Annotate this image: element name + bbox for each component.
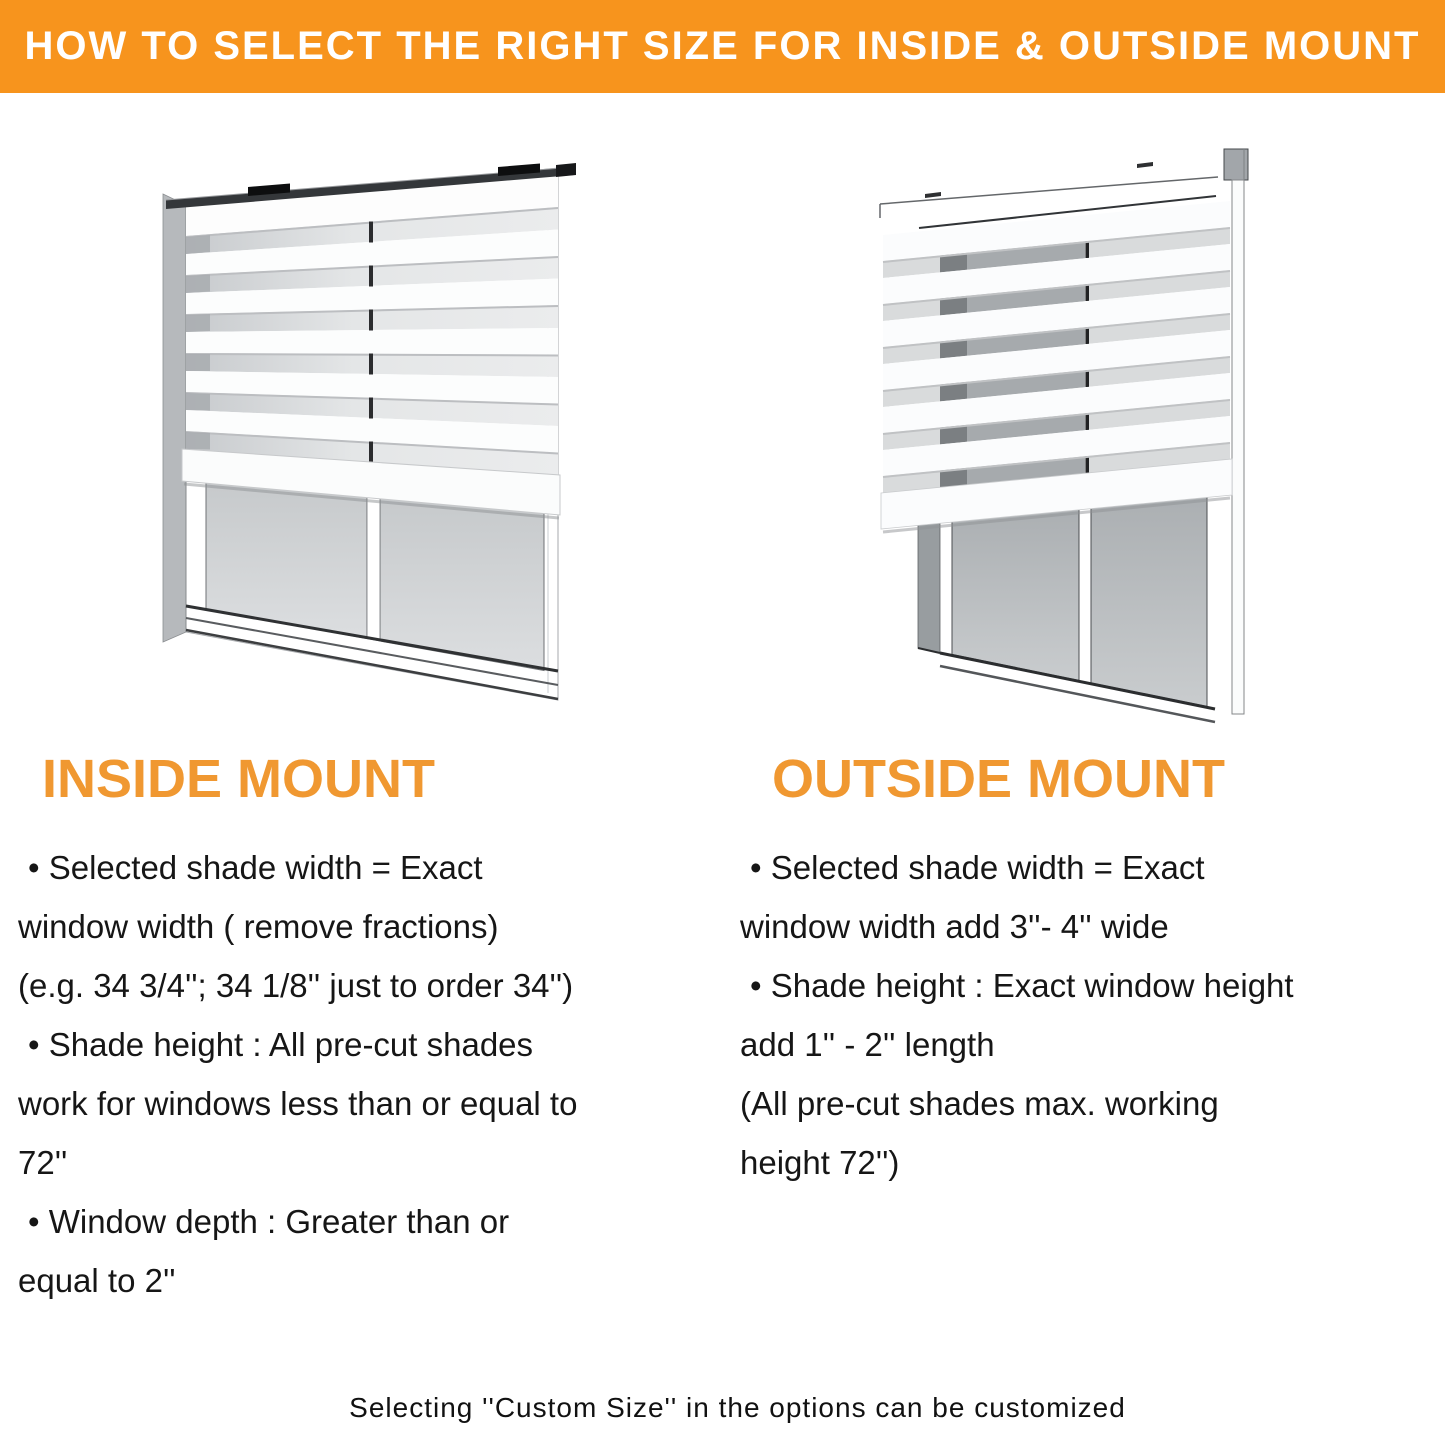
outside-line-1: window width add 3''- 4'' wide xyxy=(740,908,1169,945)
outside-mount-window-drawing xyxy=(855,140,1305,750)
wall-screw-left xyxy=(925,192,941,198)
glass-pane-left xyxy=(952,509,1079,681)
glass-pane-right xyxy=(1091,496,1207,707)
outside-line-5: height 72'') xyxy=(740,1144,900,1181)
outside-line-4: (All pre-cut shades max. working xyxy=(740,1085,1219,1122)
outside-mount-heading: OUTSIDE MOUNT xyxy=(772,749,1225,809)
side-channel xyxy=(1232,180,1244,714)
inside-mount-illustration xyxy=(150,148,650,723)
inside-line-3: • Shade height : All pre-cut shades xyxy=(28,1026,534,1063)
window-recess xyxy=(918,496,1215,722)
inside-line-1: window width ( remove fractions) xyxy=(18,908,499,945)
inside-line-5: 72'' xyxy=(18,1144,68,1181)
wall-screw-right xyxy=(1137,162,1153,168)
inside-line-4: work for windows less than or equal to xyxy=(18,1085,578,1122)
banner-title: HOW TO SELECT THE RIGHT SIZE FOR INSIDE & OUTSIDE MOUNT xyxy=(24,24,1421,68)
outside-line-3: add 1'' - 2'' length xyxy=(740,1026,995,1063)
inside-mount-window-drawing xyxy=(150,148,650,723)
outside-line-0: • Selected shade width = Exact xyxy=(750,849,1205,886)
inside-line-0: • Selected shade width = Exact xyxy=(28,849,483,886)
mounting-bracket xyxy=(1224,149,1248,180)
inside-line-2: (e.g. 34 3/4''; 34 1/8'' just to order 34'') xyxy=(18,967,574,1004)
inside-line-7: equal to 2'' xyxy=(18,1262,176,1299)
zebra-shade-bands xyxy=(186,169,558,476)
outside-mount-section xyxy=(740,838,1445,1192)
outside-mount-illustration xyxy=(855,140,1305,750)
inside-line-6: • Window depth : Greater than or xyxy=(28,1203,510,1240)
footer-note: Selecting ''Custom Size'' in the options can be customized xyxy=(349,1392,1126,1423)
inside-mount-heading: INSIDE MOUNT xyxy=(42,749,436,809)
outside-line-2: • Shade height : Exact window height xyxy=(750,967,1294,1004)
zebra-shade-bands xyxy=(883,201,1230,493)
banner xyxy=(0,0,1445,93)
inside-mount-section xyxy=(18,838,724,1310)
